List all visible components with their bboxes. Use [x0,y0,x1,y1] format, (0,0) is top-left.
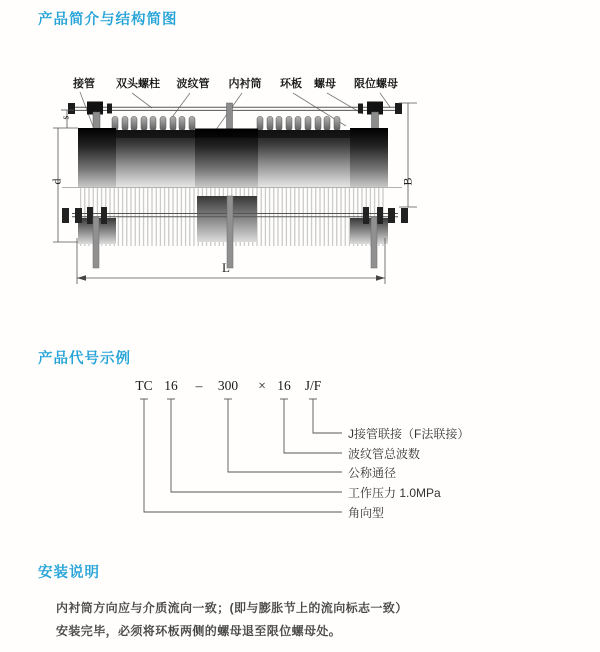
install-instruction-line-2: 安装完毕，必须将环板两侧的螺母退至限位螺母处。 [56,624,342,638]
code-token-dash: – [195,378,203,393]
code-token-16a: 16 [164,378,178,393]
code-label-wave-count: 波纹管总波数 [348,447,421,461]
structure-diagram [50,62,450,307]
code-label-type: 角向型 [348,506,385,520]
dim-label-B: B [400,177,415,186]
part-label-luomu: 螺母 [314,78,336,90]
part-label-shuangtou: 双头螺柱 [116,78,160,90]
part-label-jieguan: 接管 [73,78,95,90]
left-end-pipe [78,128,116,187]
part-label-xianwei: 限位螺母 [354,78,398,90]
bellows-convolutions [112,117,340,131]
code-label-connection: J接管联接（F法联接） [348,427,470,441]
section-title-intro: 产品简介与结构简图 [38,12,178,28]
top-tie-rod [72,107,398,110]
install-instruction-line-1: 内衬筒方向应与介质流向一致；(即与膨胀节上的流向标志一致） [56,601,408,615]
expansion-joint-drawing [50,62,450,307]
right-end-pipe [350,128,388,187]
part-label-neichentong: 内衬筒 [228,78,262,90]
code-token-16b: 16 [277,378,291,393]
dim-label-d: d [49,178,64,185]
section-title-code: 产品代号示例 [38,351,131,367]
code-token-tc: TC [135,378,153,393]
part-label-huanban: 环板 [280,78,302,90]
code-token-jf: J/F [304,378,322,393]
code-token-300: 300 [217,378,239,393]
product-code-diagram [0,376,600,544]
code-connector-svg [0,376,600,544]
code-token-times: × [258,378,266,393]
dim-label-L: L [222,260,230,275]
code-label-pressure: 工作压力 1.0MPa [348,486,441,500]
part-label-bowenguan: 波纹管 [176,78,210,90]
section-title-install: 安装说明 [38,565,100,581]
dim-label-s: s [60,115,72,120]
code-label-diameter: 公称通径 [348,466,397,480]
top-rod-nuts [68,103,402,114]
